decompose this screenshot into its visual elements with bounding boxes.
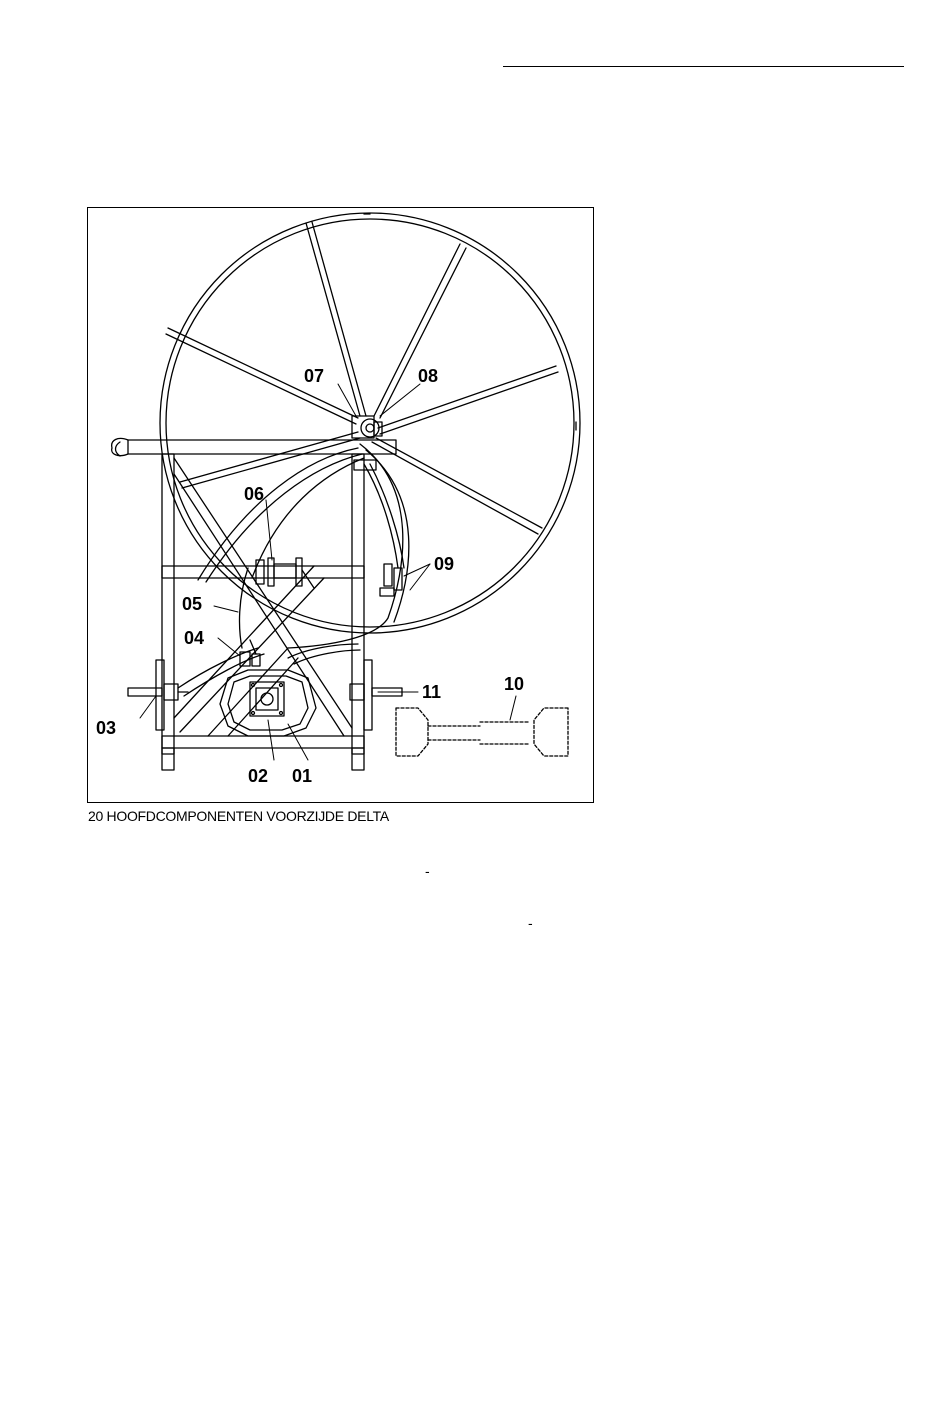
valve-06 bbox=[256, 558, 314, 588]
figure-caption: 20 HOOFDCOMPONENTEN VOORZIJDE DELTA bbox=[88, 808, 389, 824]
callout-09: 09 bbox=[434, 554, 455, 574]
callout-05: 05 bbox=[182, 594, 203, 614]
figure-frame bbox=[87, 207, 594, 803]
callout-07: 07 bbox=[304, 366, 325, 386]
header-rule bbox=[503, 66, 904, 67]
callout-11: 11 bbox=[422, 682, 442, 702]
callout-08: 08 bbox=[418, 366, 439, 386]
reel-diagram bbox=[88, 208, 595, 804]
axle-right bbox=[350, 660, 402, 730]
callout-02: 02 bbox=[248, 766, 269, 786]
callout-04: 04 bbox=[184, 628, 205, 648]
callout-01: 01 bbox=[292, 766, 313, 786]
callout-06: 06 bbox=[244, 484, 265, 504]
callout-10: 10 bbox=[504, 674, 525, 694]
axle-left bbox=[128, 660, 188, 730]
callout-03: 03 bbox=[96, 718, 117, 738]
text-dash-2: - bbox=[528, 915, 533, 931]
reel-drum bbox=[160, 213, 580, 633]
text-dash-1: - bbox=[425, 863, 430, 879]
pto-shaft bbox=[396, 708, 568, 756]
